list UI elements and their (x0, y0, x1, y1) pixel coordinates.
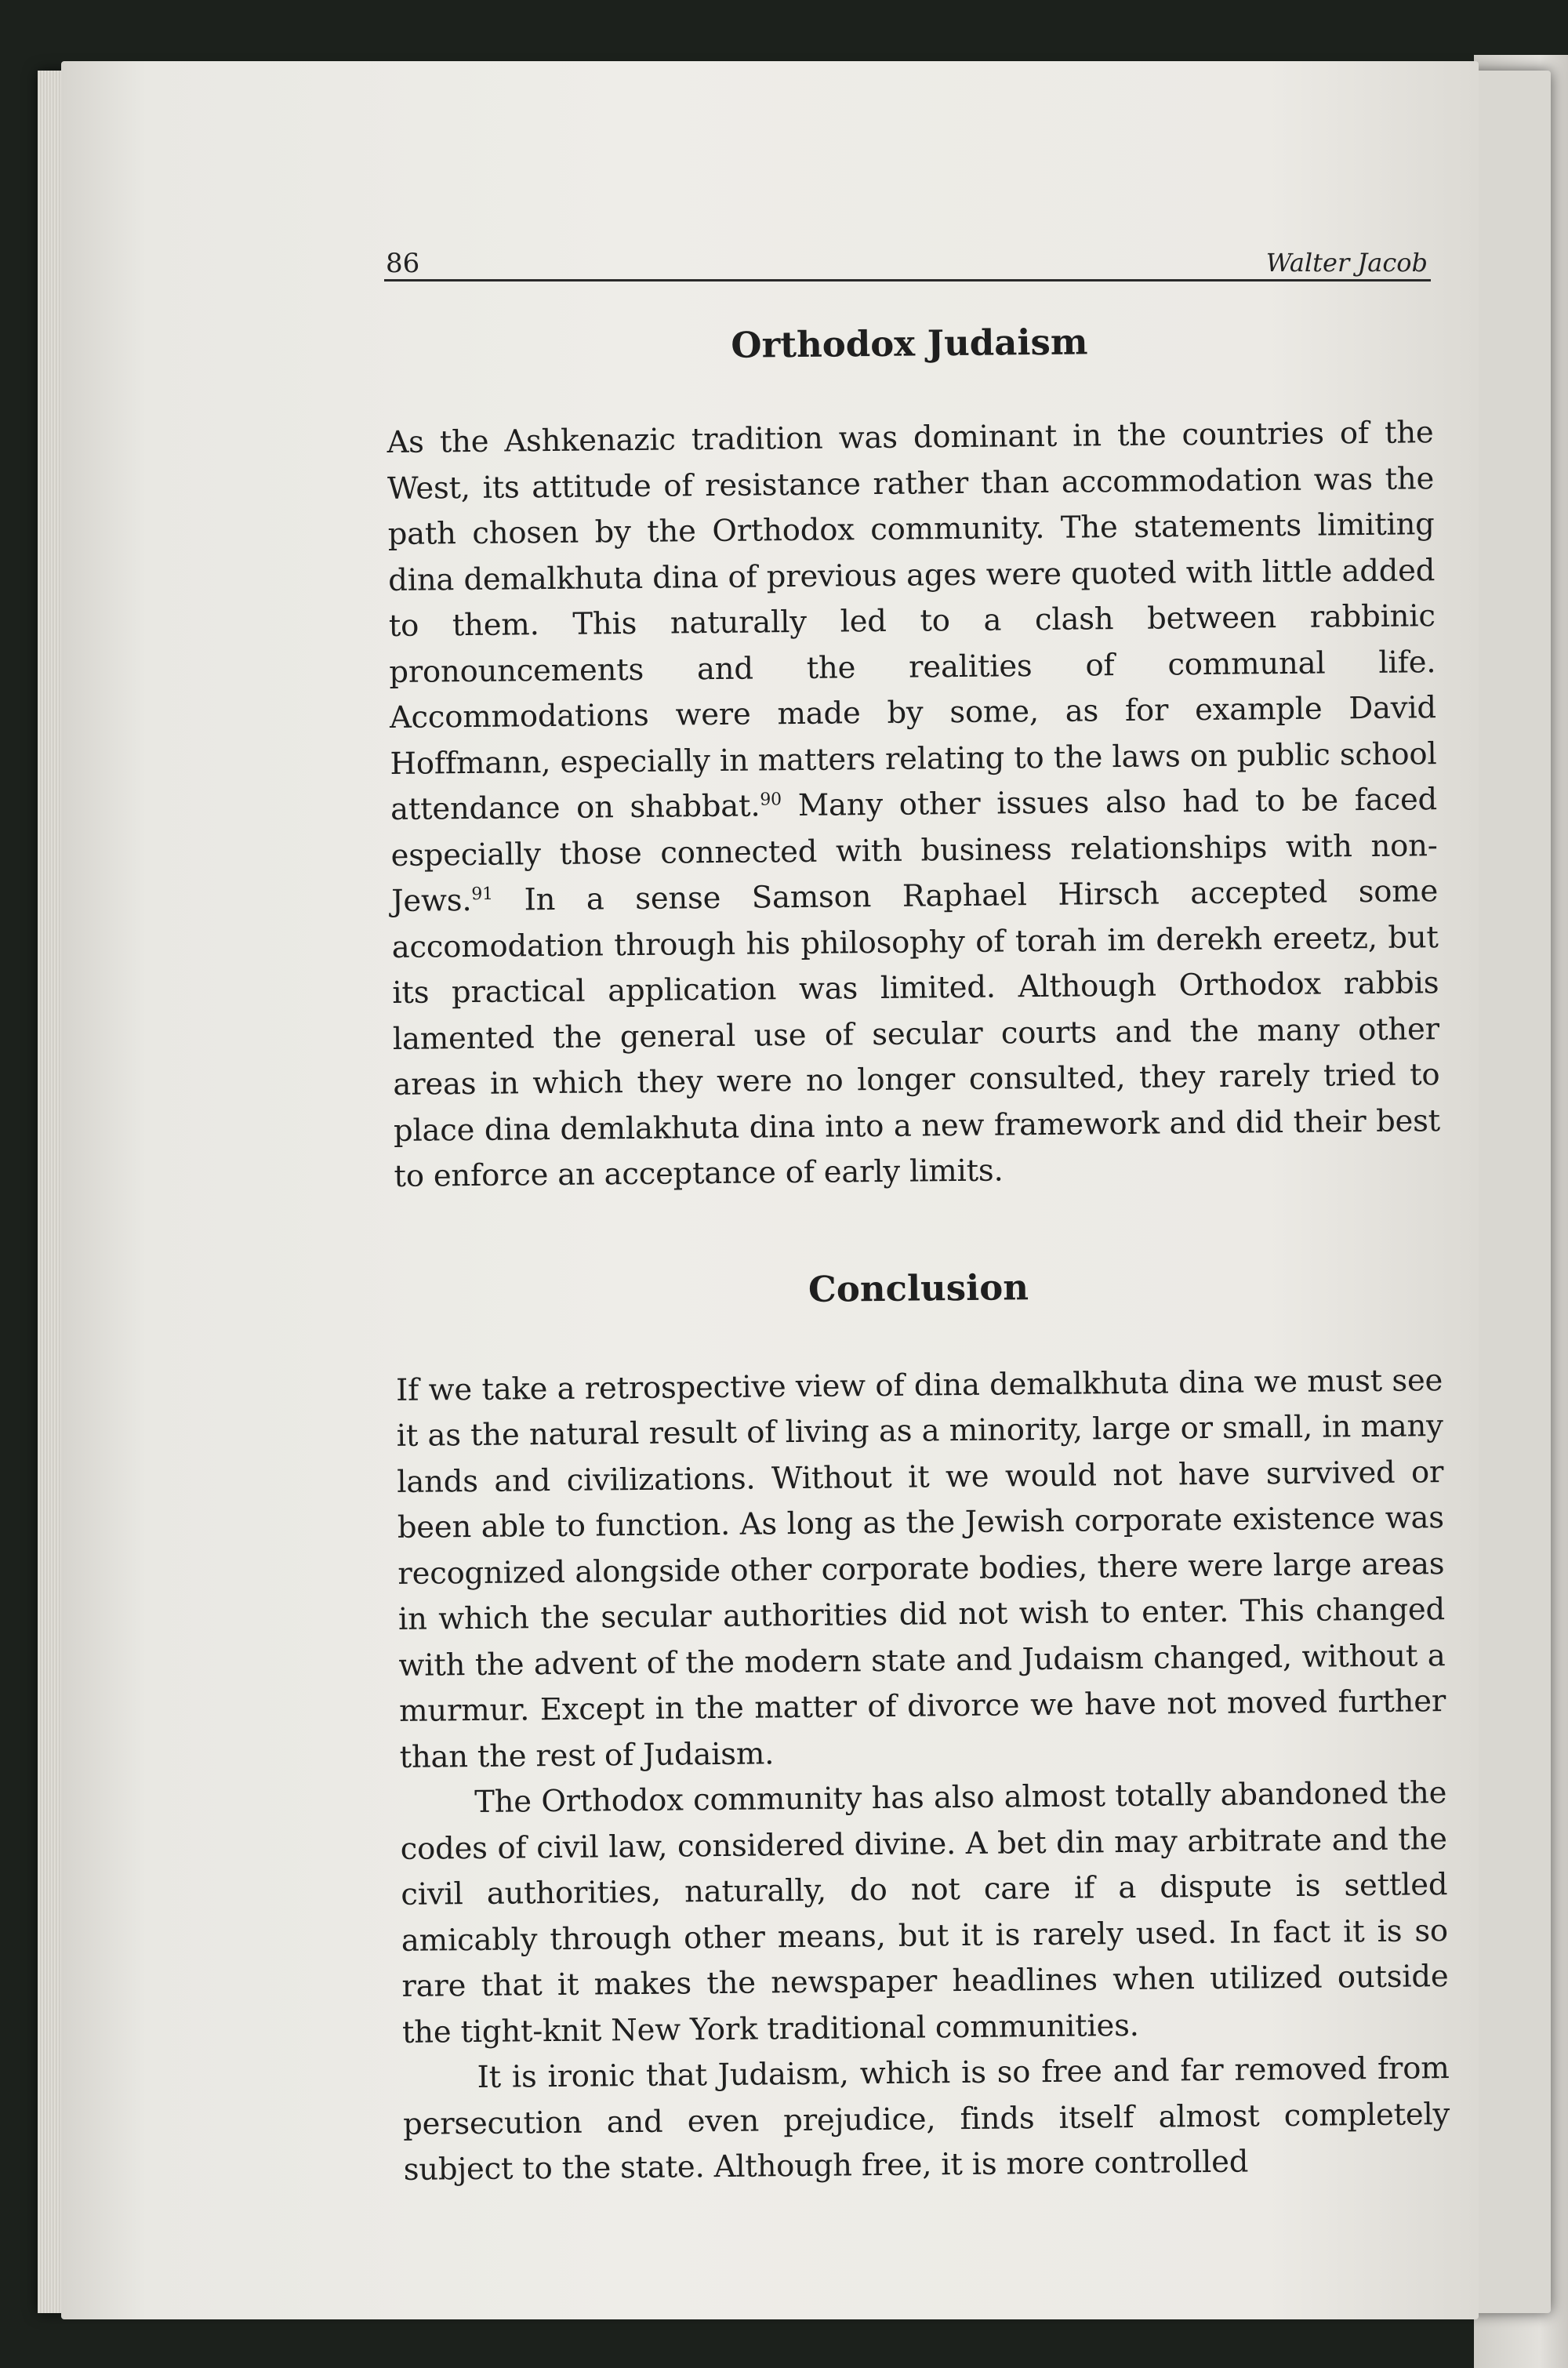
paragraph-text: Many other issues also had to be faced especially those connected with business relationships with non-Jews. (390, 782, 1438, 919)
running-head-author: Walter Jacob (1265, 248, 1428, 278)
paragraph-orthodox-judaism (387, 410, 1440, 1200)
paragraph-text: In a sense Samson Raphael Hirsch accepted some accomodation through his philosophy of torah im derekh ereetz, but its practical application was limited. Although Orthodox rabbis lamented the general use of secular courts and the many other areas in which they were no longer consulted, they rarely tried to place dina demlakhuta dina into a new framework and did their best to enforce an acceptance of early limits. (391, 873, 1441, 1194)
paragraph-conclusion-3: It is ironic that Judaism, which is so free and far removed from persecution and even prejudice, finds itself almost completely subject to the state. Although free, it is more controlled (402, 2050, 1450, 2188)
paragraph-conclusion-1: If we take a retrospective view of dina demalkhuta dina we must see it as the natural result of living as a minority, large or small, in many lands and civilizations. Without it we would not have survived or been able to function. As long as the Jewish corporate existence was recognized alongside other corporate bodies, there were large areas in which the secular authorities did not wish to enter. This changed with the advent of the modern state and Judaism changed, without a murmur. Except in the matter of divorce we have not moved further than the rest of Judaism. (395, 1362, 1446, 1775)
footnote-ref-91: 91 (471, 884, 494, 905)
running-head (384, 245, 1431, 281)
section-heading-conclusion: Conclusion (808, 1266, 1029, 1310)
body-text (386, 303, 1450, 2193)
section-heading-orthodox-judaism: Orthodox Judaism (731, 321, 1088, 366)
page-number: 86 (386, 248, 420, 279)
footnote-ref-90: 90 (760, 790, 782, 810)
paragraph-conclusion-2: The Orthodox community has also almost totally abandoned the codes of civil law, considered divine. A bet din may arbitrate and the civil authorities, naturally, do not care if a dispute is settled amicably through other means, but it is rarely used. In fact it is so rare that it makes the newspaper headlines when utilized outside the tight-knit New York traditional communities. (400, 1775, 1449, 2050)
paragraph-text: As the Ashkenazic tradition was dominant in the countries of the West, its attitude of resistance rather than accommodation was the path chosen by the Orthodox community. The statements limiting dina demalkhuta dina of previous ages were quoted with little added to them. This naturally led to a clash between rabbinic pronouncements and the realities of communal life. Accommodations were made by some, as for example David Hoffmann, especially in matters relating to the laws on public school attendance on shabbat. (387, 415, 1437, 827)
